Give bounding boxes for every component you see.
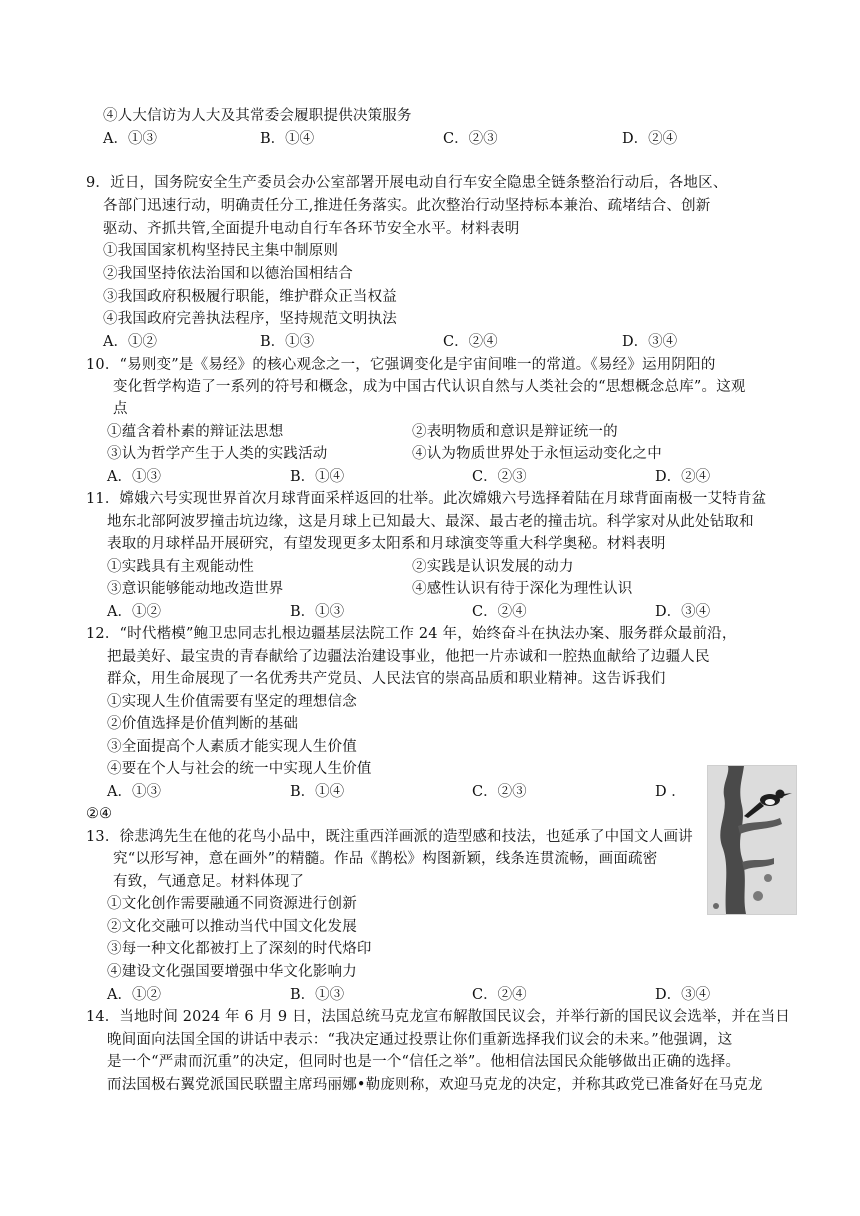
q12-item-3: ③全面提高个人素质才能实现人生价值 <box>107 739 357 755</box>
q10-option-d[interactable]: D．②④ <box>655 469 711 485</box>
q9-item-4: ④我国政府完善执法程序，坚持规范文明执法 <box>103 311 397 327</box>
q11-item-4: ④感性认识有待于深化为理性认识 <box>412 581 633 597</box>
q11-option-a[interactable]: A．①② <box>107 604 161 620</box>
q10-option-c[interactable]: C．②③ <box>472 469 527 485</box>
q11-item-2: ②实践是认识发展的动力 <box>412 559 574 575</box>
q13-item-1: ①文化创作需要融通不同资源进行创新 <box>107 896 357 912</box>
q11-stem-line-2: 地东北部阿波罗撞击坑边缘，这是月球上已知最大、最深、最古老的撞击坑。科学家对从此处钻取和 <box>107 514 754 530</box>
q9-stem-line-2: 各部门迅速行动，明确责任分工,推进任务落实。此次整治行动坚持标本兼治、疏堵结合、创新 <box>103 198 711 214</box>
q12-stem-line-2: 把最美好、最宝贵的青春献给了边疆法治建设事业，他把一片赤诚和一腔热血献给了边疆人民 <box>107 649 710 665</box>
q9-option-c[interactable]: C．②④ <box>443 334 498 350</box>
q12-option-b[interactable]: B．①④ <box>290 784 345 800</box>
q10-item-3: ③认为哲学产生于人类的实践活动 <box>107 446 328 462</box>
q9-option-d[interactable]: D．③④ <box>622 334 678 350</box>
magpie-pine-illustration <box>708 766 796 914</box>
q9-stem-line-3: 驱动、齐抓共管,全面提升电动自行车各环节安全水平。材料表明 <box>103 221 520 237</box>
q11-item-3: ③意识能够能动地改造世界 <box>107 581 284 597</box>
q9-option-b[interactable]: B．①③ <box>260 334 315 350</box>
q8-option-b[interactable]: B．①④ <box>260 131 315 147</box>
q13-item-2: ②文化交融可以推动当代中国文化发展 <box>107 919 357 935</box>
q10-item-1: ①蕴含着朴素的辩证法思想 <box>107 424 284 440</box>
q13-stem-line-3: 有致，气通意足。材料体现了 <box>113 874 305 890</box>
q8-option-d[interactable]: D．②④ <box>622 131 678 147</box>
q11-option-c[interactable]: C．②④ <box>472 604 527 620</box>
q13-option-d[interactable]: D．③④ <box>655 987 711 1003</box>
q11-stem-line-3: 表取的月球样品开展研究，有望发现更多太阳系和月球演变等重大科学奥秘。材料表明 <box>107 536 666 552</box>
q12-option-d[interactable]: D ． <box>655 784 686 800</box>
q9-item-1: ①我国国家机构坚持民主集中制原则 <box>103 243 339 259</box>
q13-option-c[interactable]: C．②④ <box>472 987 527 1003</box>
q10-stem-line-3: 点 <box>113 401 128 417</box>
q13-stem-line-2: 究“以形写神，意在画外”的精髓。作品《鹊松》构图新颖，线条连贯流畅，画面疏密 <box>113 851 658 867</box>
q10-option-b[interactable]: B．①④ <box>290 469 345 485</box>
q12-item-1: ①实现人生价值需要有坚定的理想信念 <box>107 694 357 710</box>
q14-stem-line-4: 而法国极右翼党派国民联盟主席玛丽娜•勒庞则称，欢迎马克龙的决定，并称其政党已准备好在马克龙 <box>107 1077 763 1093</box>
q14-stem-line-1: 14．当地时间 2024 年 6 月 9 日，法国总统马克龙宣布解散国民议会，并举行新的国民议会选举，并在当日 <box>86 1009 790 1025</box>
q12-item-2: ②价值选择是价值判断的基础 <box>107 716 299 732</box>
q12-stem-line-1: 12．“时代楷模”鲍卫忠同志扎根边疆基层法院工作 24 年，始终奋斗在执法办案、服务群众最前沿， <box>86 626 737 642</box>
q12-stem-line-3: 群众，用生命展现了一名优秀共产党员、人民法官的崇高品质和职业精神。这告诉我们 <box>107 671 666 687</box>
q9-option-a[interactable]: A．①② <box>103 334 157 350</box>
q12-option-d-continued[interactable]: ②④ <box>86 806 112 822</box>
q8-option-c[interactable]: C．②③ <box>443 131 498 147</box>
q13-item-4: ④建设文化强国要增强中华文化影响力 <box>107 964 357 980</box>
q8-option-a[interactable]: A．①③ <box>103 131 157 147</box>
q9-item-2: ②我国坚持依法治国和以德治国相结合 <box>103 266 353 282</box>
q9-item-3: ③我国政府积极履行职能，维护群众正当权益 <box>103 289 397 305</box>
q11-option-d[interactable]: D．③④ <box>655 604 711 620</box>
q10-item-2: ②表明物质和意识是辩证统一的 <box>412 424 618 440</box>
q13-stem-line-1: 13．徐悲鸿先生在他的花鸟小品中，既注重西洋画派的造型感和技法，也延承了中国文人画讲 <box>86 829 693 845</box>
magpie-pine-painting-image <box>707 765 797 915</box>
q10-option-a[interactable]: A．①③ <box>107 469 161 485</box>
q8-item-4: ④人大信访为人大及其常委会履职提供决策服务 <box>103 108 412 124</box>
q10-item-4: ④认为物质世界处于永恒运动变化之中 <box>412 446 662 462</box>
q13-option-a[interactable]: A．①② <box>107 987 161 1003</box>
q13-option-b[interactable]: B．①③ <box>290 987 345 1003</box>
q11-option-b[interactable]: B．①③ <box>290 604 345 620</box>
q12-option-a[interactable]: A．①③ <box>107 784 161 800</box>
q11-stem-line-1: 11．嫦娥六号实现世界首次月球背面采样返回的壮举。此次嫦娥六号选择着陆在月球背面南极一艾特肯盆 <box>86 491 767 507</box>
q11-item-1: ①实践具有主观能动性 <box>107 559 254 575</box>
q13-item-3: ③每一种文化都被打上了深刻的时代烙印 <box>107 941 372 957</box>
q9-stem-line-1: 9．近日，国务院安全生产委员会办公室部署开展电动自行车安全隐患全链条整治行动后，各地区、 <box>86 175 728 191</box>
q10-stem-line-1: 10．“易则变”是《易经》的核心观念之一，它强调变化是宇宙间唯一的常道。《易经》运用阴阳的 <box>86 357 716 373</box>
q12-item-4: ④要在个人与社会的统一中实现人生价值 <box>107 761 372 777</box>
q12-option-c[interactable]: C．②③ <box>472 784 527 800</box>
q10-stem-line-2: 变化哲学构造了一系列的符号和概念，成为中国古代认识自然与人类社会的“思想概念总库”。这观 <box>113 379 746 395</box>
q14-stem-line-2: 晚间面向法国全国的讲话中表示：“我决定通过投票让你们重新选择我们议会的未来。”他强调，这 <box>107 1032 733 1048</box>
q14-stem-line-3: 是一个“严肃而沉重”的决定，但同时也是一个“信任之举”。他相信法国民众能够做出正确的选择。 <box>107 1054 741 1070</box>
